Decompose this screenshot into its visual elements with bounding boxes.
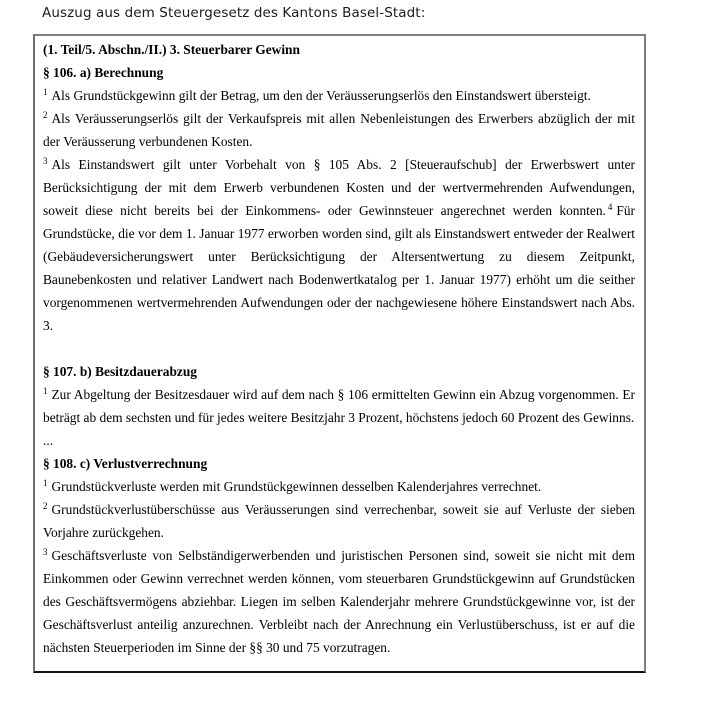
article-106-abs-3: [43, 153, 635, 337]
footnote-marker-1: 1: [43, 478, 48, 488]
footnote-marker-1: 1: [43, 386, 48, 396]
article-108-abs-2: [43, 498, 635, 544]
paragraph-text-after-footnote: Für Grundstücke, die vor dem 1. Januar 1977 erworben worden sind, gilt als Einstandswert entweder der Realwert (Gebäudeversicherungswert unter Berücksichtigung der Altersentwertung zu diesem Zeitpunkt, Baunebenkosten und relativer Landwert nach Bodenwertkatalog per 1. Januar 1977) erhöht um die seither vorgenommenen wertvermehrenden Aufwendungen oder der nachgewiesene höhere Einstandswert nach Abs. 3.: [43, 203, 635, 333]
article-108-heading: § 108. c) Verlustverrechnung: [43, 456, 208, 471]
section-heading: (1. Teil/5. Abschn./II.) 3. Steuerbarer Gewinn: [43, 42, 300, 57]
paragraph-text: Als Veräusserungserlös gilt der Verkaufspreis mit allen Nebenleistungen des Erwerbers abzüglich der mit der Veräusserung verbundenen Kosten.: [43, 111, 635, 149]
article-107-heading: § 107. b) Besitzdauerabzug: [43, 364, 197, 379]
law-excerpt-box: [33, 34, 646, 673]
paragraph-text: Zur Abgeltung der Besitzesdauer wird auf dem nach § 106 ermittelten Gewinn ein Abzug vorgenommen. Er beträgt ab dem sechsten und für jedes weitere Besitzjahr 3 Prozent, höchstens jedoch 60 Prozent des Gewinns.: [43, 387, 635, 425]
paragraph-text: Als Einstandswert gilt unter Vorbehalt von § 105 Abs. 2 [Steueraufschub] der Erwerbswert unter Berücksichtigung der mit dem Erwerb verbundenen Kosten und der wertvermehrenden Aufwendungen, soweit diese nicht bereits bei der Einkommens- oder Gewinnsteuer angerechnet werden konnten.: [43, 157, 635, 218]
article-106-abs-1: [43, 84, 635, 107]
article-106-abs-2: [43, 107, 635, 153]
footnote-marker-3: 3: [43, 156, 48, 166]
paragraph-text: Geschäftsverluste von Selbständigerwerbenden und juristischen Personen sind, soweit sie nicht mit dem Einkommen oder Gewinn verrechnet werden können, vom steuerbaren Grundstückgewinn auf Grundstücken des Geschäftsvermögens abziehbar. Liegen im selben Kalenderjahr mehrere Grundstückgewinne vor, ist der Geschäftsverlust anteilig anzurechnen. Verbleibt nach der Anrechnung ein Verlustüberschuss, ist er auf die nächsten Steuerperioden im Sinne der §§ 30 und 75 vorzutragen.: [43, 548, 635, 655]
page-title: Auszug aus dem Steuergesetz des Kantons Basel-Stadt:: [42, 5, 426, 21]
footnote-marker-3: 3: [43, 547, 48, 557]
omitted-text-ellipsis: ...: [43, 433, 54, 448]
footnote-marker-1: 1: [43, 87, 48, 97]
footnote-marker-4: 4: [607, 202, 613, 212]
paragraph-text: Grundstückverluste werden mit Grundstückgewinnen desselben Kalenderjahres verrechnet.: [51, 479, 542, 494]
article-106-heading: § 106. a) Berechnung: [43, 65, 164, 80]
footnote-marker-2: 2: [43, 501, 48, 511]
article-108-abs-1: [43, 475, 635, 498]
paragraph-text: Grundstückverlustüberschüsse aus Veräusserungen sind verrechenbar, soweit sie auf Verluste der sieben Vorjahre zurückgehen.: [43, 502, 635, 540]
paragraph-text: Als Grundstückgewinn gilt der Betrag, um den der Veräusserungserlös den Einstandswert übersteigt.: [51, 88, 591, 103]
footnote-marker-2: 2: [43, 110, 48, 120]
article-107-abs-1: [43, 383, 635, 429]
article-108-abs-3: [43, 544, 635, 659]
